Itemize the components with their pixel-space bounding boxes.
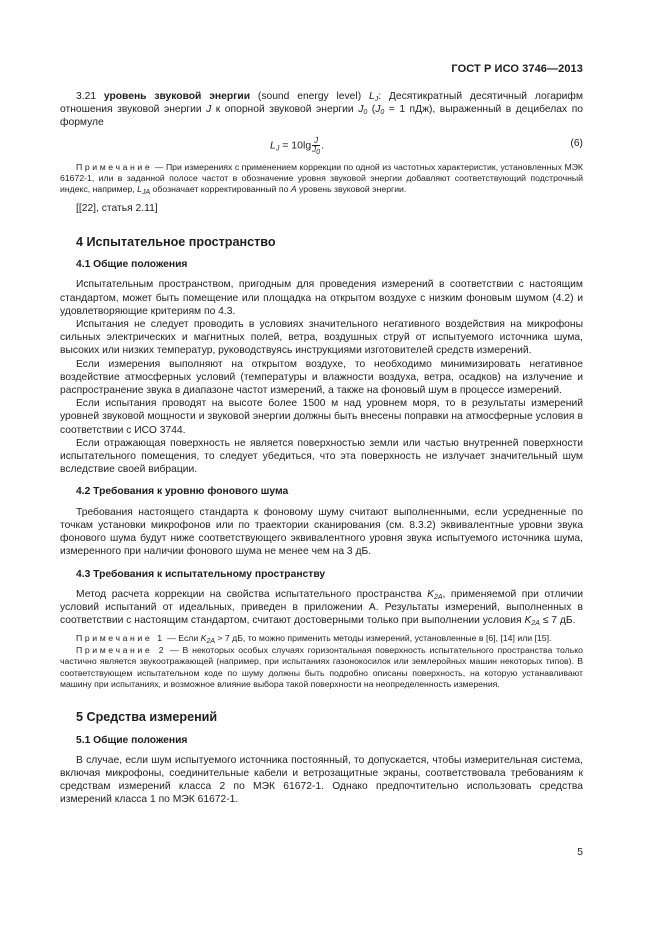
formula-fraction: $\frac{J}{J_0}$ [312, 135, 321, 156]
paragraph: Испытательным пространством, пригодным для проведения измерений в соответствии с настоящим стандартом, может быть помещение или площадка на открытом воздухе с низким фоновым шумом (4.2) и удовлетворяющие критериям по 4.3. [60, 279, 583, 317]
note-1: Примечание 1 — Если $K_{2A} > 7$ дБ, то можно применить методы измерений, установленные в [6], [14] или [15]. [76, 633, 552, 646]
term-english: (sound energy level) [257, 91, 362, 102]
subsection-4-2-title: 4.2 Требования к уровню фонового шума [76, 486, 289, 498]
paragraph: Метод расчета коррекции на свойства испытательного пространства $K_{2A}$, применяемой при отличии условий испытаний от идеальных, приведен в приложении А. Результаты измерений, выполненных в соответствии с настоящим стандартом, считают достоверными только при выполнении условия $K_{2A} \le 7$ дБ. [60, 588, 583, 628]
formula-expression: $L_J = 10\lg$ $\frac{J}{J_0}$ . [270, 135, 324, 156]
subsection-5-1-title: 5.1 Общие положения [76, 734, 188, 746]
term-3-21: 3.21 уровень звуковой энергии (sound energy level) $L_J$: Десятикратный десятичный логарифм отношения звуковой энергии J к опорной звуковой энергии $J_0$ ($J_0 = 1$ пДж), выраженный в децибелах по формуле [60, 91, 583, 129]
section-4-title: 4 Испытательное пространство [76, 235, 276, 250]
subsection-4-1-title: 4.1 Общие положения [76, 259, 188, 271]
note-main: Примечание — При измерениях с применением коррекции по одной из частотных характеристик, установленных МЭК 61672-1, или в заданной полосе частот в обозначение уровня звуковой энергии добавляют соответствующий подстрочный индекс, например, $L_{JA}$ обозначает корректированный по A уровень звуковой энергии. [60, 161, 583, 197]
formula-6 [60, 134, 583, 156]
page-number: 5 [577, 847, 583, 858]
term-number: 3.21 [76, 91, 97, 102]
section-5-title: 5 Средства измерений [76, 710, 218, 725]
page-content [60, 90, 583, 807]
paragraph: Если испытания проводят на высоте более 1500 м над уровнем моря, то в результаты измерений уровней звуковой мощности и звуковой энергии должны быть внесены поправки на атмосферные условия в соответствии с ИСО 3744. [60, 398, 583, 436]
subsection-4-3-title: 4.3 Требования к испытательному пространству [76, 568, 326, 580]
note-2: Примечание 2 — В некоторых особых случаях горизонтальная поверхность испытательного пространства только частично является звукоотражающей (например, при испытаниях газонокосилок или землеройных машин некоторых типов). В соответствующем испытательном коде по шуму должны быть подробно описаны поверхность, на которую устанавливают машину при испытаниях, и возможное влияние выбора такой поверхности на неопределенность измерения. [60, 644, 583, 689]
paragraph: Требования настоящего стандарта к фоновому шуму считают выполненными, если усредненные по точкам установки микрофонов или по траектории сканирования (см. 8.3.2) эквивалентные уровни звука фонового шума будут ниже соответствующего эквивалентного уровня звука испытуемого источника шума, измеренного при наличии фонового шума не менее чем на 3 дБ. [60, 506, 583, 558]
paragraph: Если измерения выполняют на открытом воздухе, то необходимо минимизировать негативное воздействие атмосферных условий (температуры и влажности воздуха, ветра, осадков) на излучение и распространение звука в диапазоне частот измерений, а также на фоновый шум в процессе измерений. [60, 358, 583, 397]
reference: [[22], статья 2.11] [76, 202, 158, 214]
note-label: Примечание [76, 161, 153, 172]
term-title: уровень звуковой энергии [103, 91, 251, 102]
paragraph: Если отражающая поверхность не является поверхностью земли или частью внутренней поверхности испытательного помещения, то следует убедиться, что эта поверхность не излучает значительный шум вследствие своей вибрации. [60, 437, 583, 476]
formula-number: (6) [570, 137, 583, 149]
term-symbol: $L_J$ [368, 91, 379, 103]
standard-header: ГОСТ Р ИСО 3746—2013 [451, 63, 583, 75]
paragraph: Испытания не следует проводить в условиях значительного негативного воздействия на микрофоны сильных электрических и магнитных полей, ветра, воздушных струй от испытуемого источника шума, высоких или низких температур, руководствуясь инструкциями изготовителей средств измерений. [60, 319, 583, 357]
paragraph: В случае, если шум испытуемого источника постоянный, то допускается, чтобы измерительная система, включая микрофоны, соединительные кабели и ветрозащитные экраны, соответствовала требованиям к средствам измерений класса 2 по МЭК 61672-1. Однако предпочтительно использовать средства измерений класса 1 по МЭК 61672-1. [60, 754, 583, 806]
